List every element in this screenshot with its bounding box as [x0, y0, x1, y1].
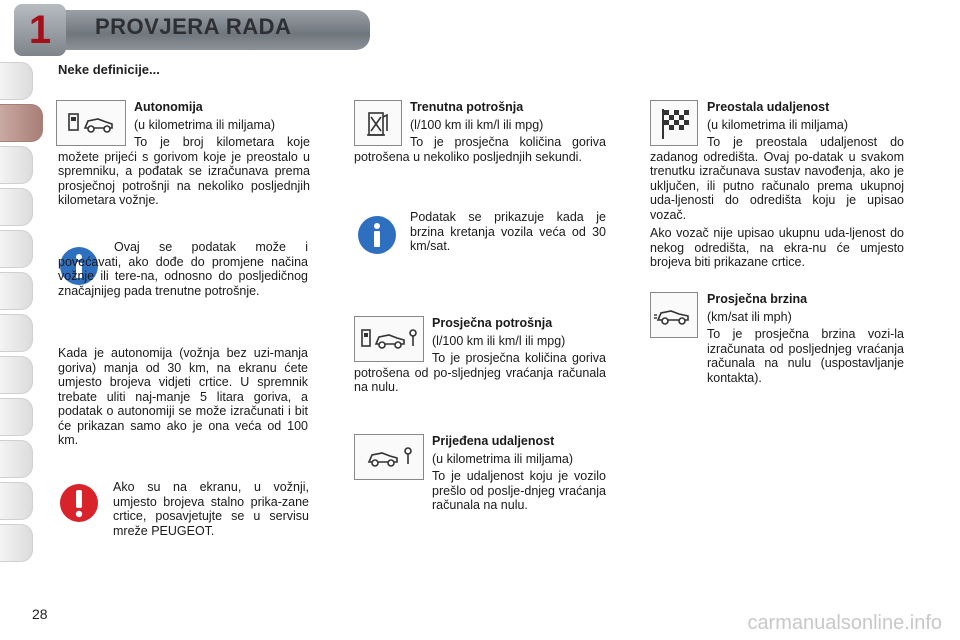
page-title: PROVJERA RADA [95, 14, 292, 39]
distance-travelled-block [354, 434, 606, 517]
average-speed-text: To je prosječna brzina vozi-la izračunata od posljednjeg vraćanja računala na nulu (uspostavljanje kontakta). [707, 327, 904, 385]
side-tab[interactable] [0, 524, 33, 562]
speed-info-text: Podatak se prikazuje kada je brzina kretanja vozila veća od 30 km/sat. [410, 210, 606, 253]
section-title: Neke definicije... [58, 62, 160, 77]
side-tab[interactable] [0, 62, 33, 100]
average-speed-title: Prosječna brzina [707, 292, 808, 306]
autonomy-info-text: Ovaj se podatak može i povećavati, ako dođe do promjene načina vožnje ili tere-na, odnosno do posljedičnog značajnijeg pada trenutne potrošnje. [58, 240, 308, 298]
autonomy-low-text: Kada je autonomija (vožnja bez uzi-manja goriva) manja od 30 km, na ekranu ćete umjesto brojeva vidjeti crtice. U spremnik trebate uliti naj-manje 5 litara goriva, a podatak o autonomiji se može izračunati i bit će prikazan samo ako je ona veća od 100 km. [58, 346, 308, 447]
autonomy-low-block [58, 346, 308, 452]
remaining-distance-text: To je preostala udaljenost do zadanog odredišta. Ovaj po-datak u svakom trenutku izračunava sustav navođenja, ako je uključen, ili putno računalo prema ukupnoj uda-ljenosti do odredišta koju je upisao vozač. [650, 135, 904, 222]
info-icon [356, 214, 398, 256]
average-consumption-title: Prosječna potrošnja [432, 316, 553, 330]
side-tab[interactable] [0, 482, 33, 520]
side-tabs [0, 62, 40, 566]
side-tab[interactable] [0, 272, 33, 310]
chapter-number: 1 [28, 7, 52, 52]
average-consumption-subtitle: (l/100 km ili km/l ili mpg) [432, 333, 566, 348]
autonomy-title: Autonomija [134, 100, 203, 114]
autonomy-info-note [58, 240, 308, 302]
side-tab[interactable] [0, 230, 33, 268]
side-tab[interactable] [0, 398, 33, 436]
autonomy-text: To je broj kilometara koje možete prijeći s gorivom koje je preostalo u spremniku, a pođatak se izračunava prema prosječnoj potrošnji na nekoliko posljednjih kilometara vožnje. [58, 135, 310, 207]
side-tab[interactable] [0, 146, 33, 184]
warning-note [113, 480, 309, 542]
page-number: 28 [32, 606, 48, 622]
side-tab[interactable] [0, 188, 33, 226]
distance-travelled-text: To je udaljenost koju je vozilo prešlo od poslje-dnjeg vraćanja računala na nulu. [432, 469, 606, 512]
autonomy-subtitle: (u kilometrima ili miljama) [134, 117, 275, 132]
header [0, 0, 960, 58]
distance-travelled-title: Prijeđena udaljenost [432, 434, 555, 448]
remaining-distance-subtitle: (u kilometrima ili miljama) [707, 117, 848, 132]
warning-text: Ako su na ekranu, u vožnji, umjesto brojeva stalno prika-zane crtice, posavjetujte se u servisu mreže PEUGEOT. [113, 480, 309, 538]
average-speed-block [650, 292, 904, 389]
side-tab-active[interactable] [0, 104, 43, 142]
instant-consumption-subtitle: (l/100 km ili km/l ili mpg) [410, 117, 544, 132]
side-tab[interactable] [0, 440, 33, 478]
autonomy-block [58, 100, 310, 212]
watermark: carmanualsonline.info [747, 612, 942, 634]
distance-travelled-subtitle: (u kilometrima ili miljama) [432, 451, 573, 466]
average-speed-subtitle: (km/sat ili mph) [707, 309, 792, 324]
side-tab[interactable] [0, 314, 33, 352]
average-consumption-block [354, 316, 606, 399]
remaining-distance-block [650, 100, 904, 274]
instant-consumption-block [354, 100, 606, 168]
average-consumption-text: To je prosječna količina goriva potrošena od po-sljednjeg vraćanja računala na nulu. [354, 351, 606, 394]
chapter-badge [14, 4, 66, 56]
speed-info-note [410, 210, 606, 258]
side-tab[interactable] [0, 356, 33, 394]
remaining-distance-note: Ako vozač nije upisao ukupnu uda-ljenost do nekog odredišta, na ekra-nu će umjesto brojeva biti prikazane crtice. [650, 226, 904, 269]
instant-consumption-text: To je prosječna količina goriva potrošena u nekoliko posljednjih sekundi. [354, 135, 606, 164]
warning-icon [58, 482, 100, 524]
instant-consumption-title: Trenutna potrošnja [410, 100, 524, 114]
remaining-distance-title: Preostala udaljenost [707, 100, 830, 114]
